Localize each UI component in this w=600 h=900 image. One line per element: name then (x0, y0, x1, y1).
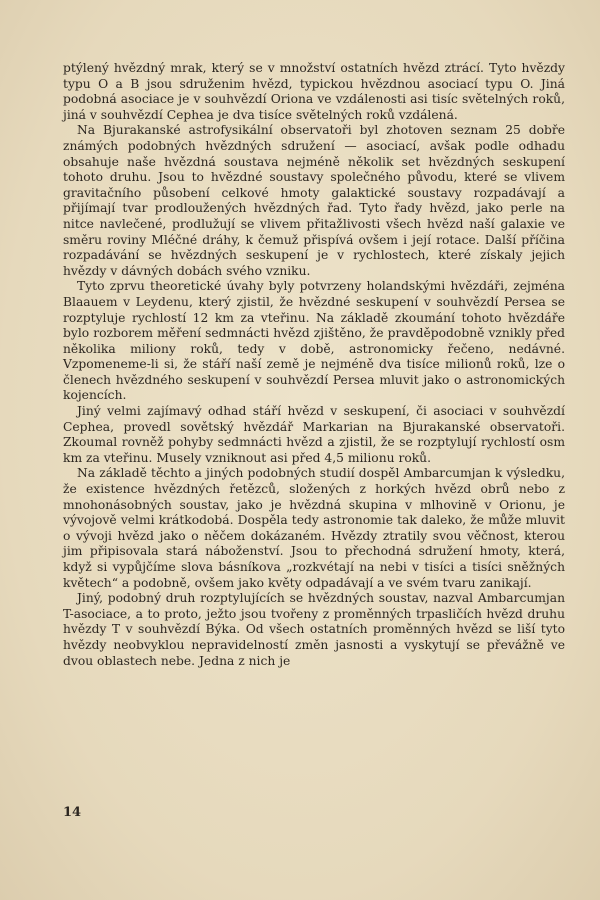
paragraph-3: Tyto zprvu theoretické úvahy byly potvrzeny holandskými hvězdáři, zejména Blaauem v Leydenu, který zjistil, že hvězdné seskupení v souhvězdí Persea se rozptyluje rychlostí 12 km za vteřinu. Na základě zkoumání tohoto hvězdáře bylo rozborem měření sedmnácti hvězd zjištěno, že pravděpodobně vznikly před několika miliony roků, tedy v době, astronomicky řečeno, nedávné. Vzpomeneme-li si, že stáří naší země je nejméně dva tisíce milionů roků, lze o členech hvězdného seskupení v souhvězdí Persea mluvit jako o astronomických kojencích. (63, 279, 565, 403)
paragraph-2: Na Bjurakanské astrofysikální observatoři byl zhotoven seznam 25 dobře známých podobných hvězdných sdružení — asociací, avšak podle odhadu obsahuje naše hvězdná soustava nejméně několik set hvězdných seskupení tohoto druhu. Jsou to hvězdné soustavy společného původu, které se vlivem gravitačního působení celkové hmoty galaktické soustavy rozpadávají a přijímají tvar prodloužených hvězdných řad. Tyto řady hvězd, jako perle na nitce navlečené, prodlužují se vlivem přitažlivosti všech hvězd naší galaxie ve směru roviny Mléčné dráhy, k čemuž přispívá ovšem i její rotace. Další příčina rozpadávání se hvězdných seskupení je v rychlostech, které získaly jejich hvězdy v dávných dobách svého vzniku. (63, 123, 565, 278)
page-number: 14 (63, 805, 82, 820)
paragraph-5: Na základě těchto a jiných podobných studií dospěl Ambarcumjan k výsledku, že existence hvězdných řetězců, složených z horkých hvězd obrů nebo z mnohonásobných soustav, jako je hvězdná skupina v mlhovině v Orionu, je vývojově velmi krátkodobá. Dospěla tedy astronomie tak daleko, že může mluvit o vývoji hvězd jako o něčem dokázaném. Hvězdy ztratily svou věčnost, kterou jim připisovala stará náboženství. Jsou to přechodná sdružení hmoty, která, když si vypůjčíme slova básníkova „rozkvétají na nebi v tisíci a tisíci sněžných květech“ a podobně, ovšem jako květy odpadávají a ve svém tvaru zanikají. (63, 466, 565, 590)
paragraph-1: ptýlený hvězdný mrak, který se v množství ostatních hvězd ztrácí. Tyto hvězdy typu O a B jsou sdruženim hvězd, typickou hvězdnou asociací typu O. Jiná podobná asociace je v souhvězdí Oriona ve vzdálenosti asi tisíc světelných roků, jiná v souhvězdí Cephea je dva tisíce světelných roků vzdálená. (63, 61, 565, 122)
paragraph-6: Jiný, podobný druh rozptylujících se hvězdných soustav, nazval Ambarcumjan T-asociace, a to proto, ježto jsou tvořeny z proměnných trpasličích hvězd druhu hvězdy T v souhvězdí Býka. Od všech ostatních proměnných hvězd se liší tyto hvězdy neobvyklou nepravidelností změn jasnosti a vyskytují se převážně ve dvou oblastech nebe. Jedna z nich je (63, 591, 565, 668)
body-text (63, 61, 565, 669)
paragraph-4: Jiný velmi zajímavý odhad stáří hvězd v seskupení, či asociaci v souhvězdí Cephea, provedl sovětský hvězdář Markarian na Bjurakanské observatoři. Zkoumal rovněž pohyby sedmnácti hvězd a zjistil, že se rozptylují rychlostí osm km za vteřinu. Musely vzniknout asi před 4,5 milionu roků. (63, 404, 565, 465)
